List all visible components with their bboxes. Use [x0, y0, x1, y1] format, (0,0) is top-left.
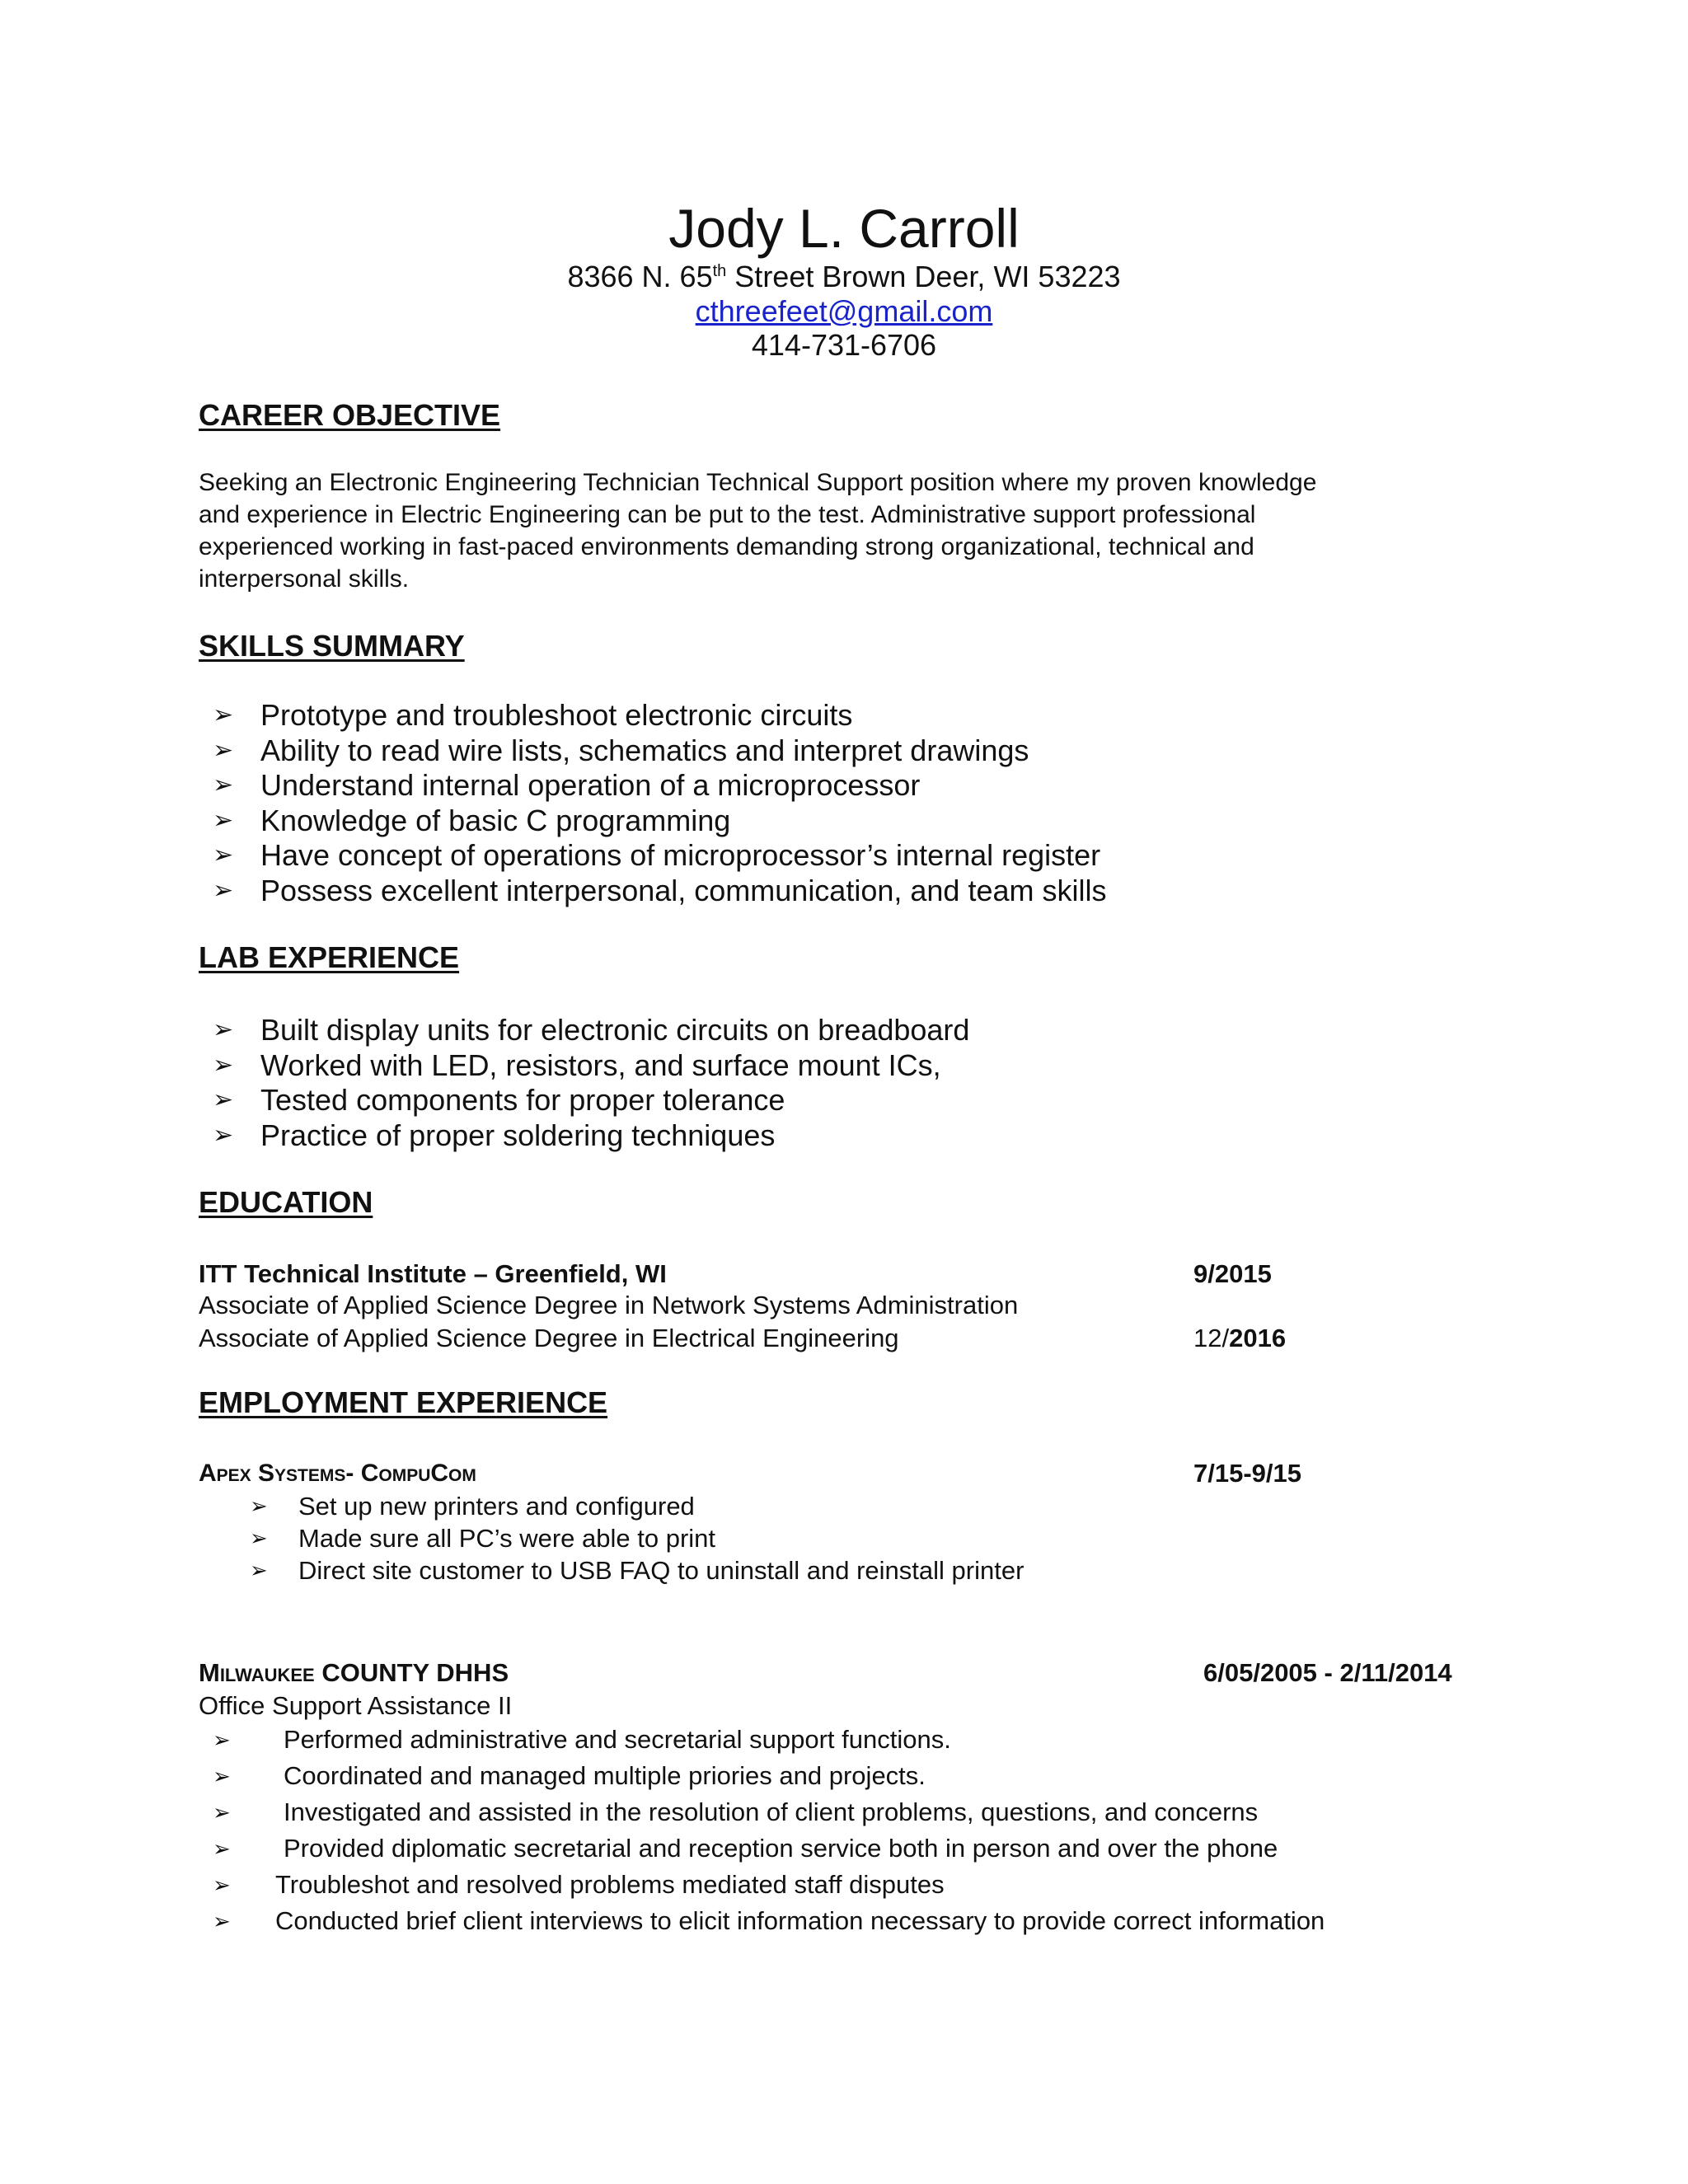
education-institution: ITT Technical Institute – Greenfield, WI — [199, 1259, 667, 1288]
duty-text: Conducted brief client interviews to elicit information necessary to provide correct information — [275, 1906, 1325, 1935]
skills-summary-heading: SKILLS SUMMARY — [199, 629, 465, 663]
employment-heading: EMPLOYMENT EXPERIENCE — [199, 1385, 608, 1419]
skill-text: Possess excellent interpersonal, communication, and team skills — [260, 873, 1107, 907]
arrow-bullet-icon: ➢ — [213, 841, 234, 869]
arrow-bullet-icon: ➢ — [213, 1872, 231, 1897]
list-item — [213, 1867, 1325, 1903]
address-ordinal-suffix: th — [712, 262, 727, 280]
arrow-bullet-icon: ➢ — [213, 806, 234, 834]
career-objective-heading: CAREER OBJECTIVE — [199, 398, 501, 432]
employer-name: Apex Systems- CompuCom — [199, 1460, 476, 1487]
arrow-bullet-icon: ➢ — [213, 701, 234, 729]
list-item — [213, 1794, 1325, 1830]
address-street-number: 8366 N. 65 — [567, 260, 713, 293]
duty-text: Troubleshot and resolved problems mediated staff disputes — [275, 1870, 945, 1899]
arrow-bullet-icon: ➢ — [213, 1836, 231, 1861]
employer-name-smallcaps: Milwaukee — [199, 1658, 315, 1687]
list-item — [213, 1758, 1325, 1794]
skill-text: Knowledge of basic C programming — [260, 803, 731, 837]
arrow-bullet-icon: ➢ — [213, 1727, 231, 1752]
arrow-bullet-icon: ➢ — [250, 1526, 268, 1550]
email-link[interactable]: cthreefeet@gmail.com — [695, 294, 993, 328]
arrow-bullet-icon: ➢ — [213, 1121, 234, 1149]
list-item — [213, 1083, 969, 1118]
list-item — [213, 874, 1106, 909]
employer-name-rest: COUNTY DHHS — [314, 1658, 509, 1687]
duty-text: Coordinated and managed multiple priories and projects. — [284, 1761, 926, 1790]
address-street-city: Street Brown Deer, WI 53223 — [726, 260, 1121, 293]
skill-text: Have concept of operations of microprocessor’s internal register — [260, 838, 1101, 873]
duty-text: Made sure all PC’s were able to print — [298, 1524, 716, 1553]
duty-text: Investigated and assisted in the resolution of client problems, questions, and concerns — [284, 1797, 1259, 1826]
lab-item-text: Worked with LED, resistors, and surface mount ICs, — [260, 1047, 941, 1082]
skill-text: Ability to read wire lists, schematics and interpret drawings — [260, 733, 1029, 767]
education-degree-date — [1193, 1322, 1286, 1355]
job-title: Office Support Assistance II — [199, 1691, 513, 1720]
arrow-bullet-icon: ➢ — [250, 1493, 268, 1518]
list-item — [250, 1522, 1024, 1554]
education-degree: Associate of Applied Science Degree in Network Systems Administration — [199, 1291, 1019, 1319]
employer-name — [199, 1657, 509, 1690]
lab-item-text: Built display units for electronic circuits on breadboard — [260, 1013, 970, 1047]
lab-experience-heading: LAB EXPERIENCE — [199, 940, 460, 974]
phone-number: 414-731-6706 — [751, 328, 937, 362]
duty-text: Performed administrative and secretarial support functions. — [284, 1725, 951, 1754]
arrow-bullet-icon: ➢ — [213, 1800, 231, 1825]
arrow-bullet-icon: ➢ — [213, 736, 234, 764]
list-item — [213, 1118, 969, 1154]
list-item — [213, 804, 1106, 839]
objective-line: Seeking an Electronic Engineering Technician Technical Support position where my proven knowledge — [199, 469, 1317, 496]
skill-text: Understand internal operation of a microprocessor — [260, 768, 921, 803]
list-item — [213, 698, 1106, 733]
education-degree: Associate of Applied Science Degree in Electrical Engineering — [199, 1324, 899, 1352]
list-item — [250, 1490, 1024, 1522]
objective-line: experienced working in fast-paced environments demanding strong organizational, technical and — [199, 533, 1254, 560]
objective-line: and experience in Electric Engineering can be put to the test. Administrative support professional — [199, 501, 1256, 528]
career-objective-text — [199, 466, 1451, 595]
lab-item-text: Tested components for proper tolerance — [260, 1083, 785, 1118]
education-heading: EDUCATION — [199, 1185, 373, 1219]
arrow-bullet-icon: ➢ — [250, 1558, 268, 1582]
objective-line: interpersonal skills. — [199, 565, 410, 593]
job-duties-list — [250, 1490, 1024, 1586]
degree-date-month: 12/ — [1193, 1324, 1230, 1352]
list-item — [213, 1013, 969, 1048]
arrow-bullet-icon: ➢ — [213, 1051, 234, 1079]
arrow-bullet-icon: ➢ — [213, 1909, 231, 1933]
candidate-name: Jody L. Carroll — [668, 198, 1020, 259]
education-institution-date: 9/2015 — [1193, 1259, 1272, 1288]
degree-date-year: 2016 — [1229, 1324, 1287, 1352]
job-duties-list — [213, 1722, 1325, 1939]
list-item — [213, 733, 1106, 769]
list-item — [213, 1722, 1325, 1758]
list-item — [213, 838, 1106, 874]
employment-dates: 6/05/2005 - 2/11/2014 — [1203, 1658, 1452, 1687]
skill-text: Prototype and troubleshoot electronic circuits — [260, 698, 853, 732]
duty-text: Set up new printers and configured — [298, 1492, 695, 1521]
skills-list — [213, 698, 1106, 909]
arrow-bullet-icon: ➢ — [213, 771, 234, 799]
arrow-bullet-icon: ➢ — [213, 1764, 231, 1788]
lab-item-text: Practice of proper soldering techniques — [260, 1118, 776, 1152]
list-item — [213, 1048, 969, 1084]
list-item — [213, 1830, 1325, 1867]
employment-dates: 7/15-9/15 — [1193, 1459, 1301, 1488]
lab-experience-list — [213, 1013, 969, 1153]
arrow-bullet-icon: ➢ — [213, 1086, 234, 1114]
list-item — [213, 768, 1106, 804]
list-item — [250, 1554, 1024, 1586]
arrow-bullet-icon: ➢ — [213, 1016, 234, 1043]
arrow-bullet-icon: ➢ — [213, 876, 234, 904]
duty-text: Provided diplomatic secretarial and reception service both in person and over the phone — [284, 1834, 1278, 1863]
address — [0, 259, 1688, 295]
list-item — [213, 1903, 1325, 1939]
duty-text: Direct site customer to USB FAQ to uninstall and reinstall printer — [298, 1556, 1025, 1585]
